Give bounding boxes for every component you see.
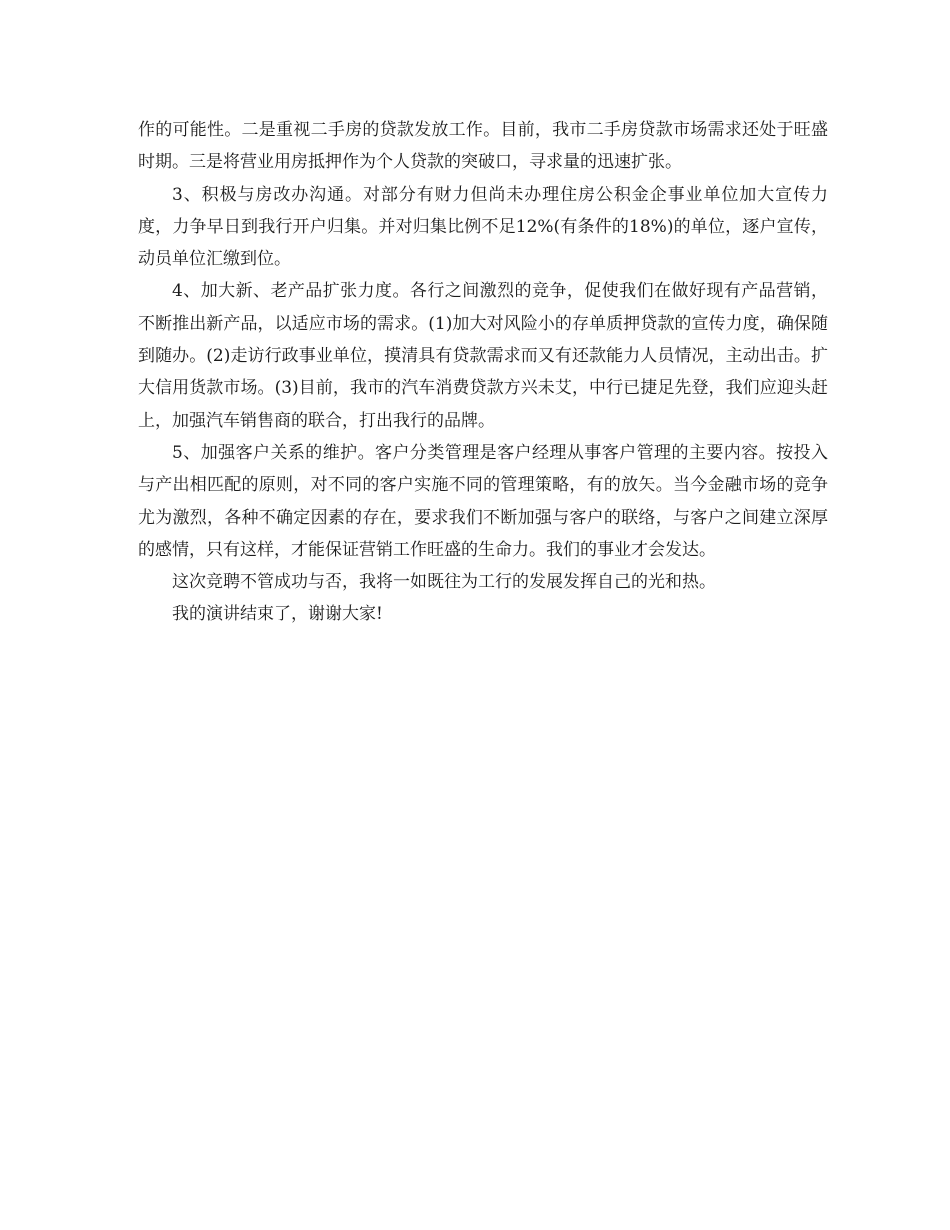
document-body xyxy=(138,114,828,631)
paragraph-closing: 这次竞聘不管成功与否，我将一如既往为工行的发展发挥自己的光和热。 xyxy=(172,572,716,593)
paragraph-item-4: 4、加大新、老产品扩张力度。各行之间激烈的竞争，促使我们在做好现有产品营销，不断推出新产品，以适应市场的需求。(1)加大对风险小的存单质押贷款的宣传力度，确保随到随办。(2)走访行政事业单位，摸清具有贷款需求而又有还款能力人员情况，主动出击。扩大信用货款市场。(3)目前，我市的汽车消费贷款方兴未艾，中行已捷足先登，我们应迎头赶上，加强汽车销售商的联合，打出我行的品牌。 xyxy=(138,281,828,431)
paragraph-thanks: 我的演讲结束了，谢谢大家! xyxy=(172,604,383,625)
paragraph-item-5: 5、加强客户关系的维护。客户分类管理是客户经理从事客户管理的主要内容。按投入与产出相匹配的原则，对不同的客户实施不同的管理策略，有的放矢。当今金融市场的竞争尤为激烈，各种不确定因素的存在，要求我们不断加强与客户的联络，与客户之间建立深厚的感情，只有这样，才能保证营销工作旺盛的生命力。我们的事业才会发达。 xyxy=(138,442,828,560)
paragraph-item-3: 3、积极与房改办沟通。对部分有财力但尚未办理住房公积金企事业单位加大宣传力度，力争早日到我行开户归集。并对归集比例不足12%(有条件的18%)的单位，逐户宣传，动员单位汇缴到位。 xyxy=(138,184,828,270)
paragraph-continuation: 作的可能性。二是重视二手房的贷款发放工作。目前，我市二手房贷款市场需求还处于旺盛时期。三是将营业用房抵押作为个人贷款的突破口，寻求量的迅速扩张。 xyxy=(138,120,828,173)
